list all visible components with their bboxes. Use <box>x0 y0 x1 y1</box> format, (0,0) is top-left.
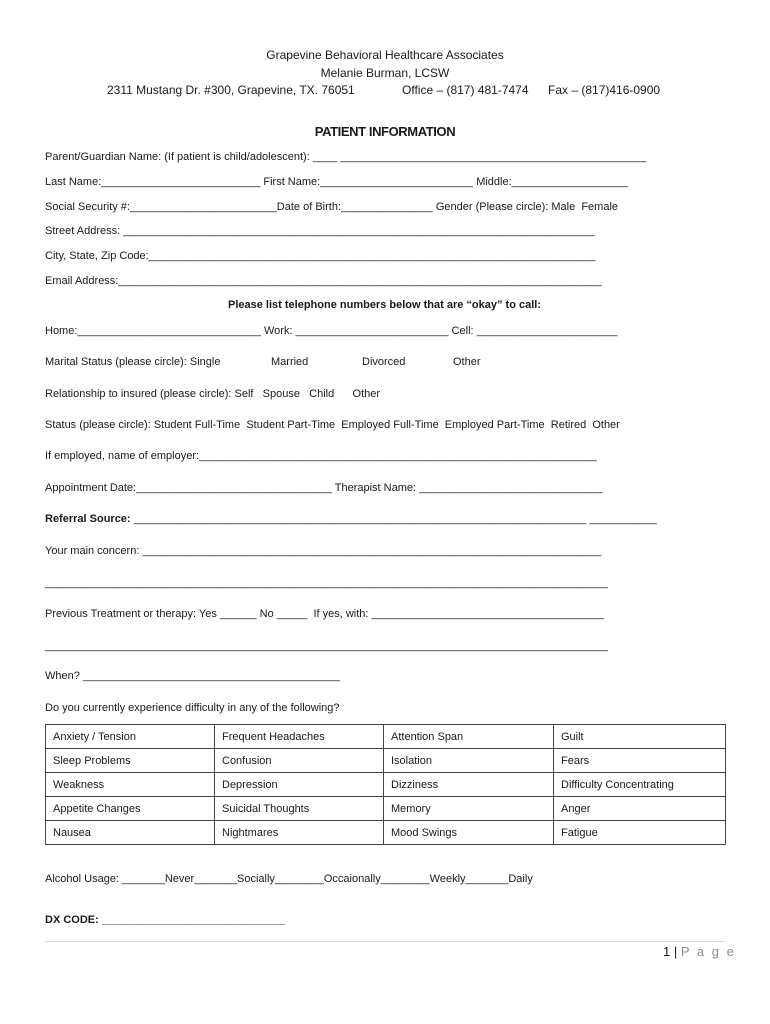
table-row <box>46 797 726 821</box>
marital-status-label[interactable]: Marital Status (please circle): Single <box>45 356 221 368</box>
employment-status[interactable]: Status (please circle): Student Full-Time Student Part-Time Employed Full-Time Employed Part-Time Retired Other <box>45 419 620 431</box>
page-number: 1 <box>663 944 671 959</box>
footer-divider <box>45 941 725 942</box>
when-field[interactable]: When? __________________________________________ <box>45 670 340 682</box>
ssn-dob-gender-fields[interactable]: Social Security #:________________________Date of Birth:_______________ Gender (Please circle): Male Female <box>45 201 618 213</box>
employer-name-field[interactable]: If employed, name of employer:_________________________________________________________________ <box>45 450 597 462</box>
symptom-cell[interactable]: Suicidal Thoughts <box>215 797 384 821</box>
fax-number: Fax – (817)416-0900 <box>548 83 661 97</box>
symptom-cell[interactable]: Confusion <box>215 749 384 773</box>
clinician-name: Melanie Burman, LCSW <box>320 66 450 80</box>
table-row <box>46 773 726 797</box>
relationship-to-insured[interactable]: Relationship to insured (please circle): Self Spouse Child Other <box>45 388 381 400</box>
symptom-cell[interactable]: Appetite Changes <box>46 797 215 821</box>
symptoms-table <box>45 724 726 845</box>
office-phone: Office – (817) 481-7474 <box>402 83 529 97</box>
parent-guardian-field[interactable]: Parent/Guardian Name: (If patient is child/adolescent): ____ __________________________________________________ <box>45 151 647 163</box>
dx-code-field[interactable]: DX CODE: ______________________________ <box>45 914 286 926</box>
referral-source-row[interactable] <box>45 513 657 525</box>
phone-number-fields[interactable]: Home:______________________________ Work: _________________________ Cell: _______________________ <box>45 325 618 337</box>
symptom-cell[interactable]: Difficulty Concentrating <box>554 773 726 797</box>
referral-source-label: Referral Source: <box>45 513 131 525</box>
appointment-therapist-fields[interactable]: Appointment Date:________________________________ Therapist Name: ______________________________ <box>45 482 603 494</box>
symptom-cell[interactable]: Sleep Problems <box>46 749 215 773</box>
symptom-cell[interactable]: Dizziness <box>384 773 554 797</box>
difficulty-prompt: Do you currently experience difficulty in any of the following? <box>45 702 340 714</box>
previous-treatment-continued[interactable]: ____________________________________________________________________________________________ <box>45 640 608 652</box>
marital-option-married[interactable]: Married <box>271 356 309 368</box>
street-address-field[interactable]: Street Address: _____________________________________________________________________________ <box>45 225 595 237</box>
symptom-cell[interactable]: Fatigue <box>554 821 726 845</box>
symptom-cell[interactable]: Anxiety / Tension <box>46 725 215 749</box>
table-row <box>46 821 726 845</box>
symptom-cell[interactable]: Fears <box>554 749 726 773</box>
symptom-cell[interactable]: Nausea <box>46 821 215 845</box>
email-address-field[interactable]: Email Address:_______________________________________________________________________________ <box>45 275 602 287</box>
previous-treatment-field[interactable]: Previous Treatment or therapy: Yes ______ No _____ If yes, with: ______________________________________ <box>45 608 604 620</box>
practice-address: 2311 Mustang Dr. #300, Grapevine, TX. 76051 <box>107 83 355 97</box>
main-concern-continued[interactable]: ____________________________________________________________________________________________ <box>45 577 608 589</box>
phone-instructions: Please list telephone numbers below that are “okay” to call: <box>228 299 541 311</box>
symptom-cell[interactable]: Memory <box>384 797 554 821</box>
symptom-cell[interactable]: Depression <box>215 773 384 797</box>
table-row <box>46 725 726 749</box>
symptom-cell[interactable]: Nightmares <box>215 821 384 845</box>
referral-source-blank[interactable]: __________________________________________________________________________ ___________ <box>130 513 657 525</box>
symptom-cell[interactable]: Weakness <box>46 773 215 797</box>
name-fields[interactable]: Last Name:__________________________ First Name:_________________________ Middle:___________________ <box>45 176 628 188</box>
symptom-cell[interactable]: Guilt <box>554 725 726 749</box>
alcohol-usage-field[interactable]: Alcohol Usage: _______Never_______Socially________Occaionally________Weekly_______Daily <box>45 873 533 885</box>
symptom-cell[interactable]: Frequent Headaches <box>215 725 384 749</box>
practice-name: Grapevine Behavioral Healthcare Associates <box>266 48 504 62</box>
main-concern-field[interactable]: Your main concern: ___________________________________________________________________________ <box>45 545 602 557</box>
symptom-cell[interactable]: Attention Span <box>384 725 554 749</box>
form-title: PATIENT INFORMATION <box>314 124 456 139</box>
marital-option-other[interactable]: Other <box>453 356 481 368</box>
page-footer <box>663 944 736 959</box>
table-row <box>46 749 726 773</box>
page-label: P a g e <box>680 944 736 959</box>
city-state-zip-field[interactable]: City, State, Zip Code:_________________________________________________________________________ <box>45 250 596 262</box>
marital-option-divorced[interactable]: Divorced <box>362 356 406 368</box>
symptom-cell[interactable]: Mood Swings <box>384 821 554 845</box>
page-separator: | <box>673 944 678 959</box>
symptom-cell[interactable]: Isolation <box>384 749 554 773</box>
symptom-cell[interactable]: Anger <box>554 797 726 821</box>
